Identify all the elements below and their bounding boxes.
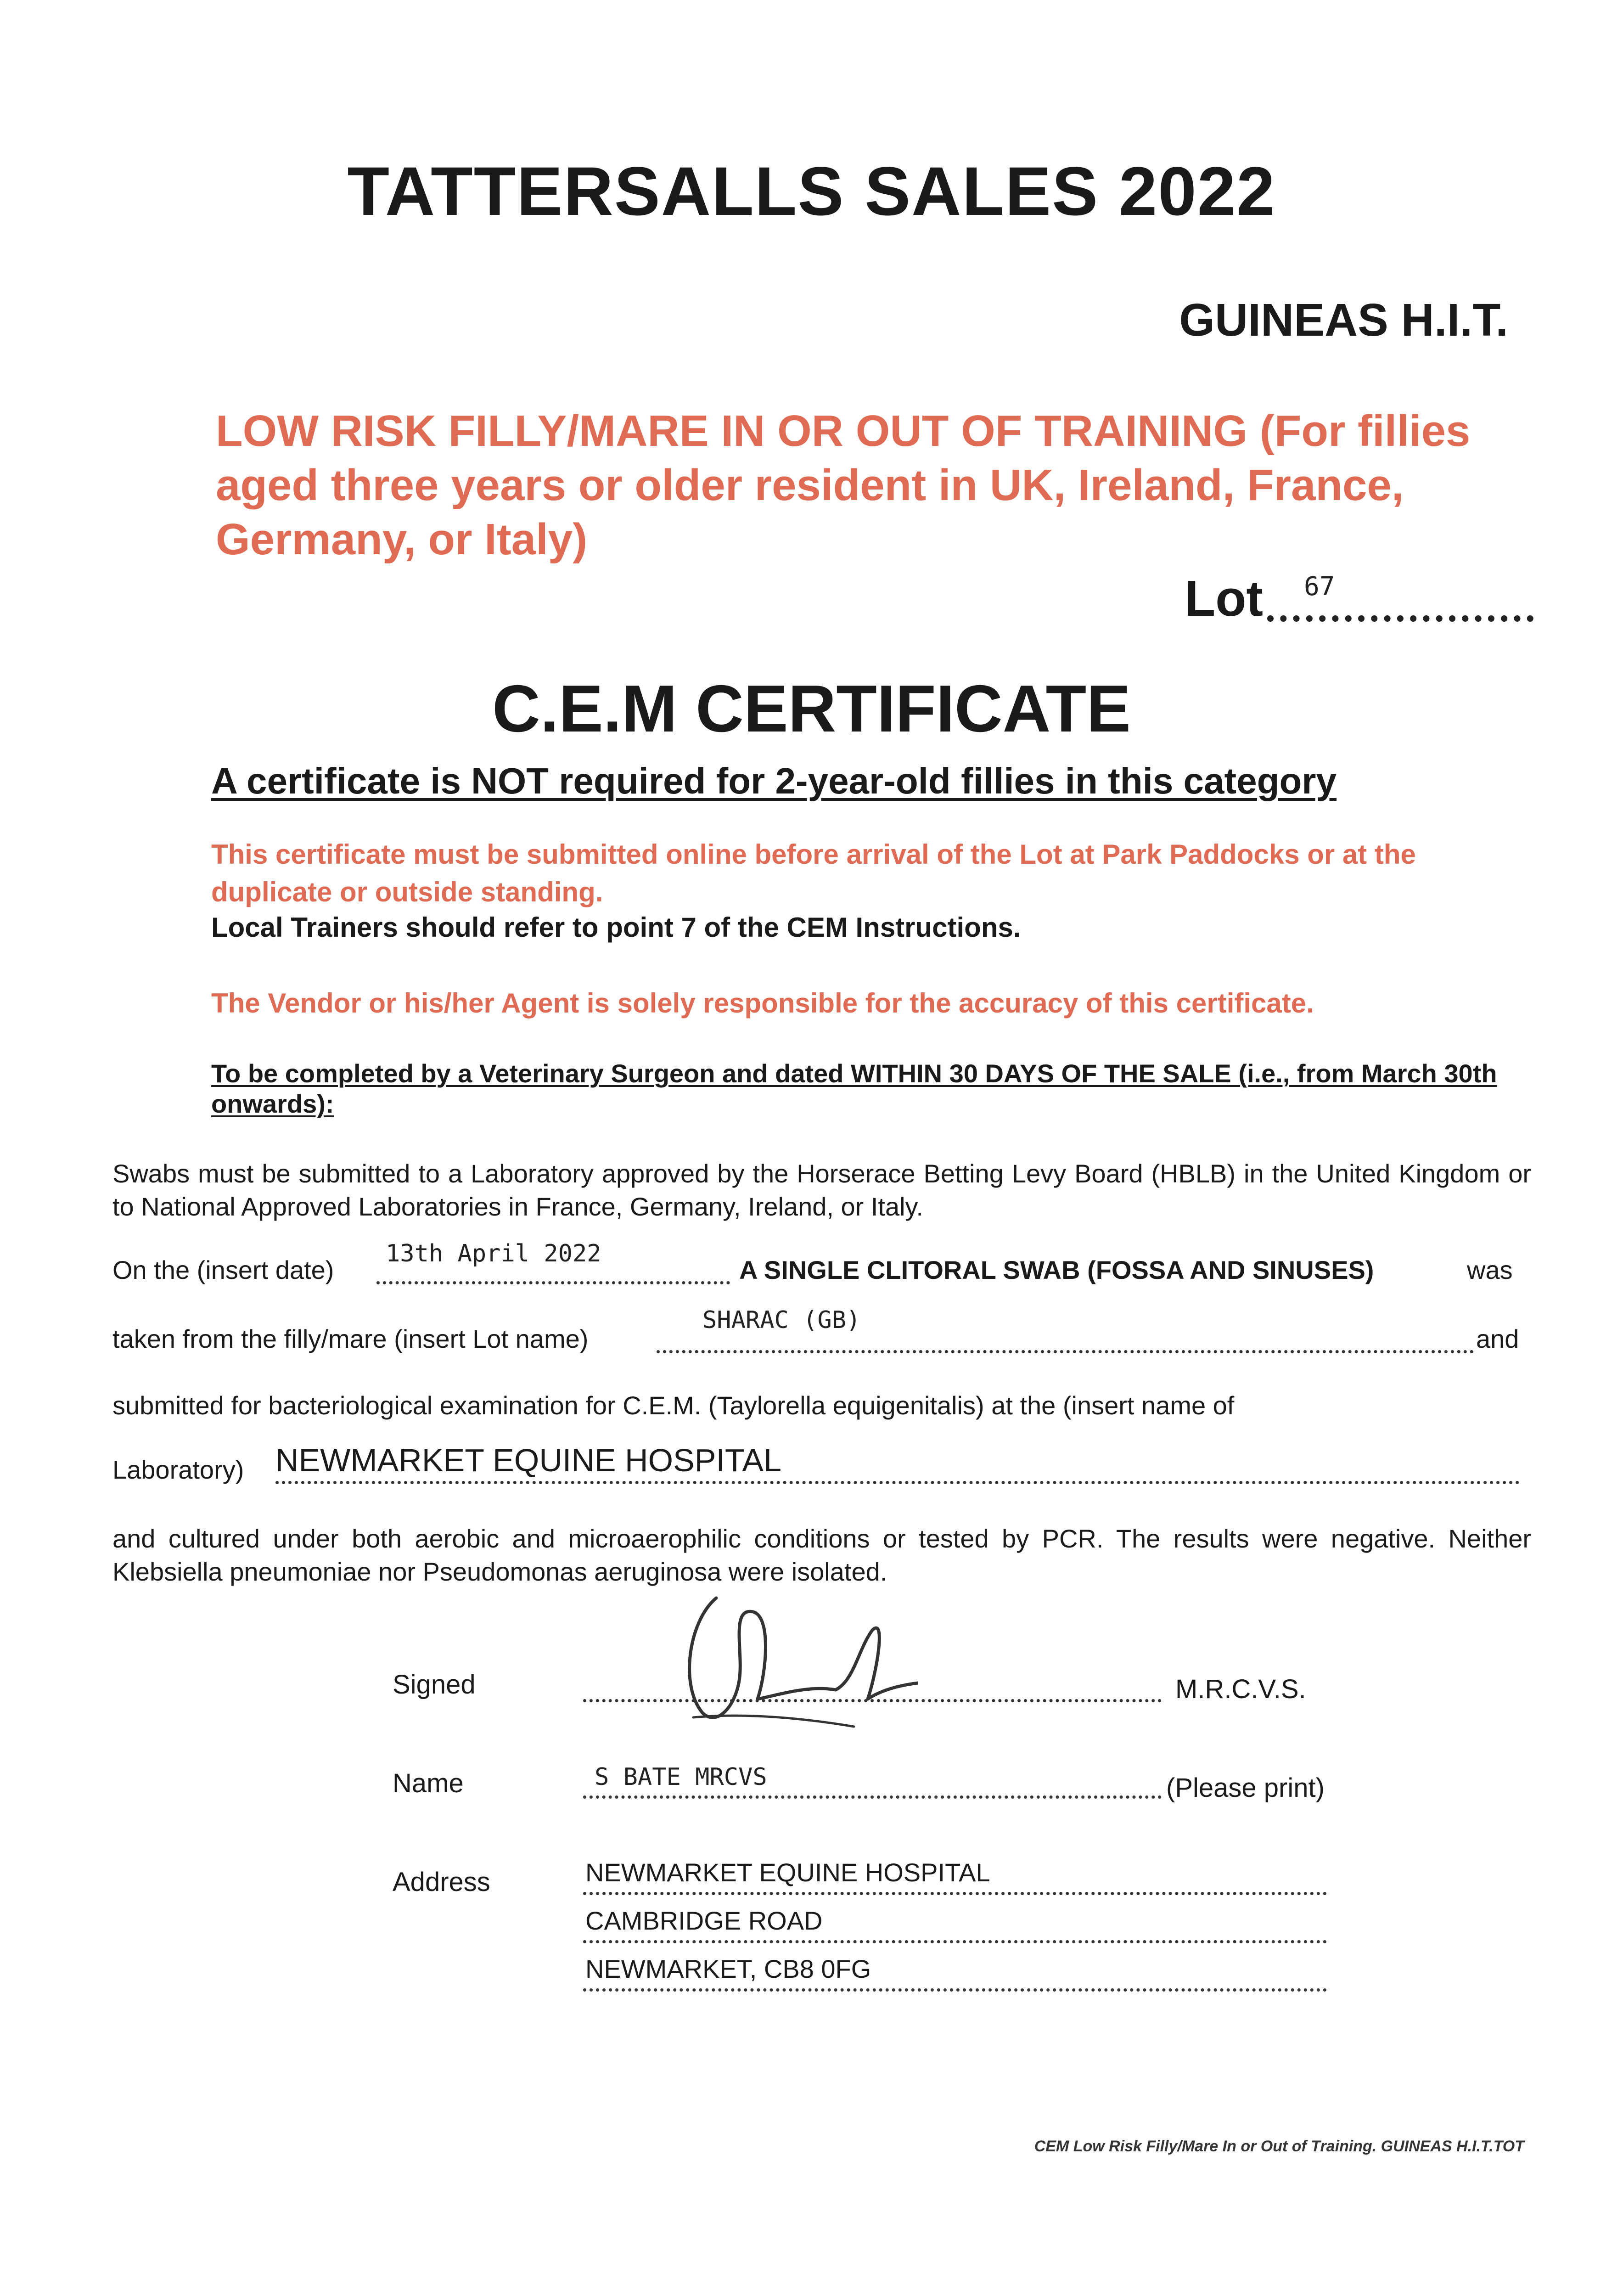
and-text: and <box>1476 1324 1519 1353</box>
address-line-2: CAMBRIDGE ROAD <box>585 1906 823 1935</box>
swab-type: A SINGLE CLITORAL SWAB (FOSSA AND SINUSES) <box>739 1255 1374 1284</box>
swabs-paragraph: Swabs must be submitted to a Laboratory approved by the Horserace Betting Levy Board (HBLB) in the United Kingdom or to National Approved Laboratories in France, Germany, Ireland, or Italy. <box>112 1159 1531 1221</box>
address-line-2-field <box>583 1931 1327 1943</box>
lot-name-value: SHARAC (GB) <box>702 1306 861 1334</box>
document-title: TATTERSALLS SALES 2022 <box>347 152 1276 230</box>
online-submission-note: This certificate must be submitted online before arrival of the Lot at Park Paddocks or at the duplicate or outside standing. <box>211 839 1416 907</box>
swab-was-text: was <box>1467 1255 1513 1284</box>
cultured-paragraph: and cultured under both aerobic and microaerophilic conditions or tested by PCR. The results were negative. Neither Klebsiella pneumoniae nor Pseudomonas aeruginosa were isolated. <box>112 1524 1531 1586</box>
address-line-1-field <box>583 1883 1327 1895</box>
vendor-responsibility-note: The Vendor or his/her Agent is solely responsible for the accuracy of this certificate. <box>211 988 1314 1019</box>
submitted-text: submitted for bacteriological examination for C.E.M. (Taylorella equigenitalis) at the (insert name of <box>112 1391 1235 1420</box>
address-line-3-field <box>583 1979 1327 1992</box>
vet-instruction: To be completed by a Veterinary Surgeon and dated WITHIN 30 DAYS OF THE SALE (i.e., from March 30th onwards): <box>211 1059 1497 1118</box>
lot-label: Lot <box>1185 570 1264 627</box>
signed-label: Signed <box>393 1670 476 1699</box>
signatory-name-value: S BATE MRCVS <box>595 1763 767 1791</box>
date-prefix: On the (insert date) <box>112 1255 334 1284</box>
lot-name-field-line <box>657 1341 1474 1353</box>
laboratory-value: NEWMARKET EQUINE HOSPITAL <box>275 1442 782 1478</box>
address-line-1: NEWMARKET EQUINE HOSPITAL <box>585 1858 990 1887</box>
event-name: GUINEAS H.I.T. <box>1179 294 1508 346</box>
lot-number-value: 67 <box>1304 572 1335 602</box>
laboratory-prefix: Laboratory) <box>112 1455 244 1484</box>
footer-reference: CEM Low Risk Filly/Mare In or Out of Training. GUINEAS H.I.T.TOT <box>1034 2138 1524 2155</box>
local-trainers-note: Local Trainers should refer to point 7 of the CEM Instructions. <box>211 912 1021 943</box>
swab-date-value: 13th April 2022 <box>386 1240 601 1267</box>
signature-mark <box>661 1580 918 1745</box>
category-heading: LOW RISK FILLY/MARE IN OR OUT OF TRAINING (For fillies aged three years or older resident in UK, Ireland, France, Germany, or Italy) <box>216 406 1471 564</box>
address-line-3: NEWMARKET, CB8 0FG <box>585 1954 871 1983</box>
lot-name-prefix: taken from the filly/mare (insert Lot name) <box>112 1324 589 1353</box>
date-field-line <box>376 1272 730 1284</box>
not-required-note: A certificate is NOT required for 2-year-old fillies in this category <box>211 760 1337 801</box>
please-print-note: (Please print) <box>1166 1773 1325 1803</box>
mrcvs-label: M.R.C.V.S. <box>1175 1674 1306 1704</box>
address-label: Address <box>393 1867 490 1897</box>
name-label: Name <box>393 1768 464 1798</box>
certificate-title: C.E.M CERTIFICATE <box>492 671 1131 746</box>
